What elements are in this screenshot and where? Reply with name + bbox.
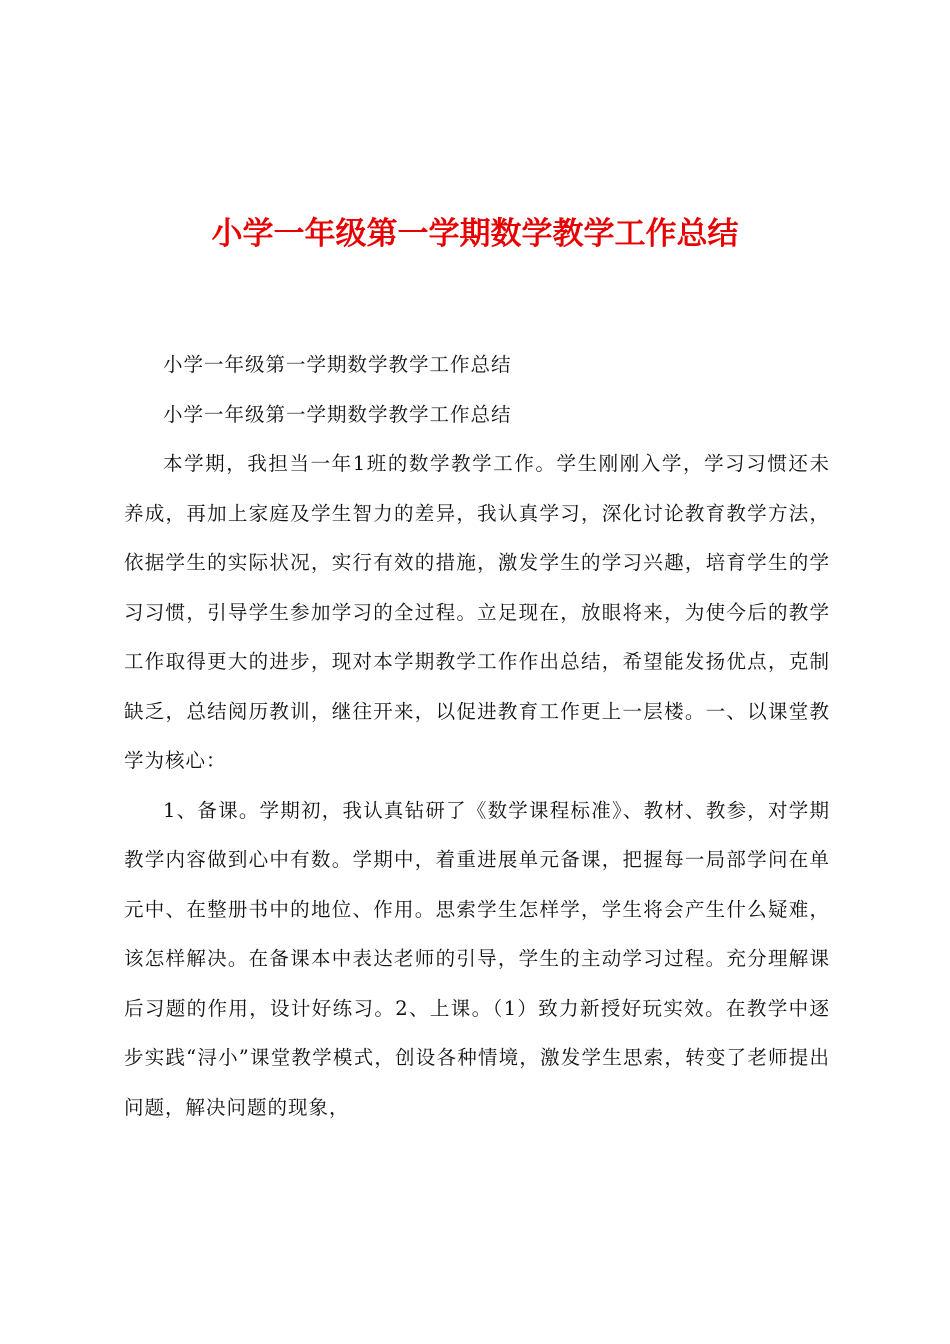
- heading-line-1: 小学一年级第一学期数学教学工作总结: [163, 353, 512, 376]
- document-body: [124, 340, 830, 1132]
- body-paragraph-intro: 本学期，我担当一年1班的数学教学工作。学生刚刚入学，学习习惯还未养成，再加上家庭及学生智力的差异，我认真学习，深化讨论教育教学方法，依据学生的实际状况，实行有效的措施，激发学生的学习兴趣，培育学生的学习习惯，引导学生参加学习的全过程。立足现在，放眼将来，为使今后的教学工作取得更大的进步，现对本学期教学工作作出总结，希望能发扬优点，克制缺乏，总结阅历教训，继往开来，以促进教育工作更上一层楼。一、以课堂教学为核心：: [124, 452, 830, 772]
- body-paragraph-lesson-prep: 1、备课。学期初，我认真钻研了《数学课程标准》、教材、教参，对学期教学内容做到心中有数。学期中，着重进展单元备课，把握每一局部学问在单元中、在整册书中的地位、作用。思索学生怎样学，学生将会产生什么疑难，该怎样解决。在备课本中表达老师的引导，学生的主动学习过程。充分理解课后习题的作用，设计好练习。2、上课。（1）致力新授好玩实效。在教学中逐步实践“浔小”课堂教学模式，创设各种情境，激发学生思索，转变了老师提出问题，解决问题的现象，: [124, 798, 830, 1119]
- document-title: 小学一年级第一学期数学教学工作总结: [211, 216, 739, 252]
- heading-line-2: 小学一年级第一学期数学教学工作总结: [163, 402, 512, 426]
